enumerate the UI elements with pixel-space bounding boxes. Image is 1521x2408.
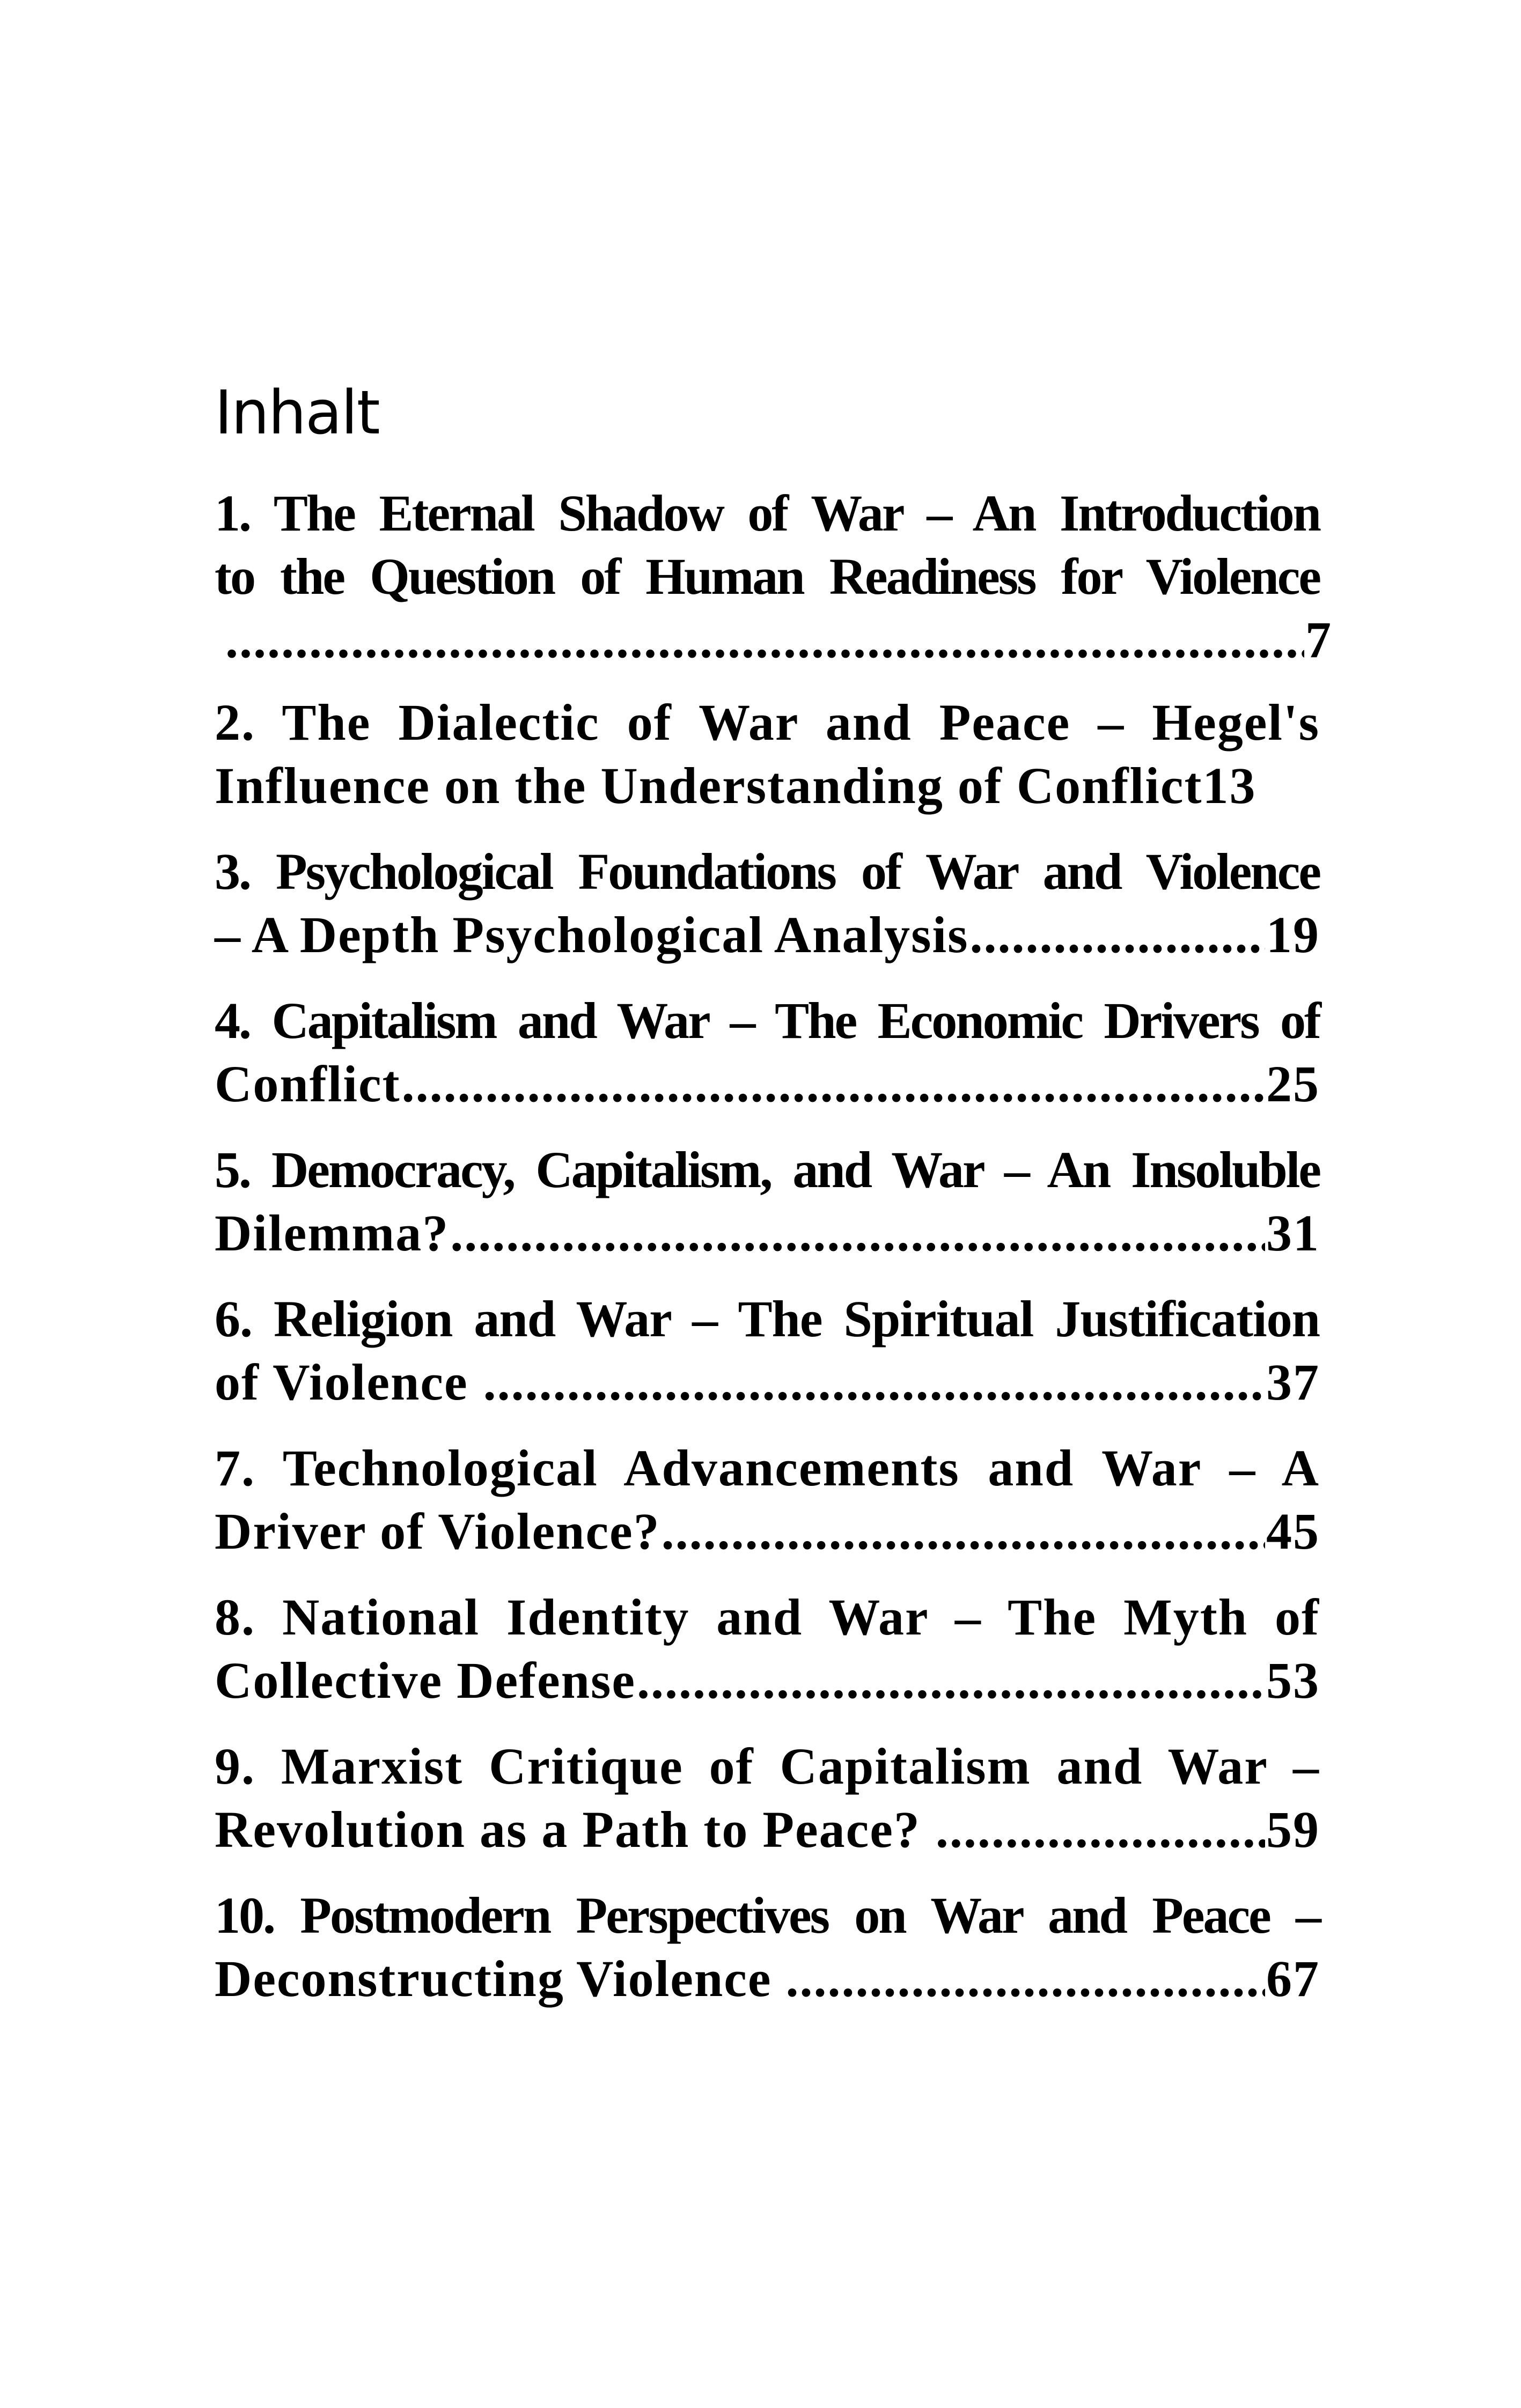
toc-entry-2[interactable] — [215, 691, 1320, 818]
toc-entry-1-line1: 1. The Eternal Shadow of War – An Introduction — [215, 484, 1320, 542]
toc-entry-7-line1: 7. Technological Advancements and War – A — [215, 1439, 1320, 1497]
toc-entry-8-leader — [215, 1649, 1320, 1712]
toc-entry-3-tail: – A Depth Psychological Analysis — [215, 906, 969, 963]
toc-entry-6-leader — [215, 1351, 1320, 1414]
dot-leader — [662, 1500, 1265, 1563]
toc-entry-7[interactable] — [215, 1437, 1320, 1563]
dot-leader — [936, 1798, 1265, 1861]
toc-entry-3-page: 19 — [1266, 906, 1320, 963]
dot-leader — [450, 1202, 1265, 1265]
dot-leader — [483, 1351, 1265, 1414]
toc-entry-3-leader — [215, 903, 1320, 967]
toc-entry-8[interactable] — [215, 1586, 1320, 1712]
toc-entry-7-page: 45 — [1266, 1503, 1320, 1560]
toc-entry-1[interactable] — [215, 482, 1329, 672]
toc-entry-10-tail: Deconstructing Violence — [215, 1950, 785, 2007]
dot-leader — [637, 1649, 1265, 1712]
toc-heading: Inhalt — [215, 378, 379, 448]
toc-entry-9[interactable] — [215, 1735, 1320, 1861]
toc-entry-2-line1: 2. The Dialectic of War and Peace – Hegel's — [215, 694, 1320, 751]
toc-entry-2-leader — [215, 754, 1320, 818]
toc-entry-6-tail: of Violence — [215, 1353, 482, 1411]
toc-entry-10-leader — [215, 1947, 1320, 2011]
dot-leader — [402, 1052, 1265, 1116]
toc-entry-4-tail: Conflict — [215, 1055, 401, 1113]
toc-entry-5-line1: 5. Democracy, Capitalism, and War – An Insoluble — [215, 1141, 1320, 1198]
dot-leader — [225, 608, 1304, 672]
toc-entry-6-line1: 6. Religion and War – The Spiritual Justification — [215, 1290, 1320, 1347]
dot-leader — [786, 1947, 1266, 2011]
toc-entry-2-tail: Influence on the Understanding of Conflict — [215, 757, 1203, 814]
toc-entry-10-page: 67 — [1266, 1950, 1320, 2007]
toc-entry-4-page: 25 — [1266, 1055, 1320, 1113]
toc-entry-5-tail: Dilemma? — [215, 1204, 450, 1262]
toc-page — [215, 375, 1329, 2033]
toc-entry-8-page: 53 — [1266, 1652, 1320, 1709]
toc-entry-8-tail: Collective Defense — [215, 1652, 636, 1709]
toc-entry-9-page: 59 — [1266, 1801, 1320, 1858]
toc-entry-4-line1: 4. Capitalism and War – The Economic Drivers of — [215, 992, 1320, 1049]
toc-entry-9-tail: Revolution as a Path to Peace? — [215, 1801, 935, 1858]
toc-entry-1-page: 7 — [1305, 611, 1329, 668]
toc-entry-1-line2: to the Question of Human Readiness for Violence — [215, 548, 1320, 605]
toc-entry-9-leader — [215, 1798, 1320, 1861]
toc-entry-5-leader — [215, 1202, 1320, 1265]
dot-leader — [970, 903, 1265, 967]
toc-entry-4-leader — [215, 1052, 1320, 1116]
toc-entry-2-page: 13 — [1202, 757, 1257, 814]
toc-entry-5-page: 31 — [1266, 1204, 1320, 1262]
toc-entry-10-line1: 10. Postmodern Perspectives on War and Peace – — [215, 1887, 1320, 1944]
toc-entry-1-leader — [215, 608, 1329, 672]
toc-entry-3-line1: 3. Psychological Foundations of War and Violence — [215, 843, 1320, 900]
toc-entry-6-page: 37 — [1266, 1353, 1320, 1411]
toc-entry-8-line1: 8. National Identity and War – The Myth of — [215, 1588, 1320, 1646]
toc-entry-10[interactable] — [215, 1884, 1320, 2011]
toc-entry-6[interactable] — [215, 1287, 1320, 1414]
toc-entry-7-leader — [215, 1500, 1320, 1563]
toc-entry-4[interactable] — [215, 989, 1320, 1116]
toc-entry-9-line1: 9. Marxist Critique of Capitalism and War – — [215, 1737, 1320, 1795]
toc-list — [215, 482, 1329, 2011]
toc-entry-5[interactable] — [215, 1138, 1320, 1265]
toc-entry-3[interactable] — [215, 840, 1320, 967]
toc-entry-7-tail: Driver of Violence? — [215, 1503, 660, 1560]
